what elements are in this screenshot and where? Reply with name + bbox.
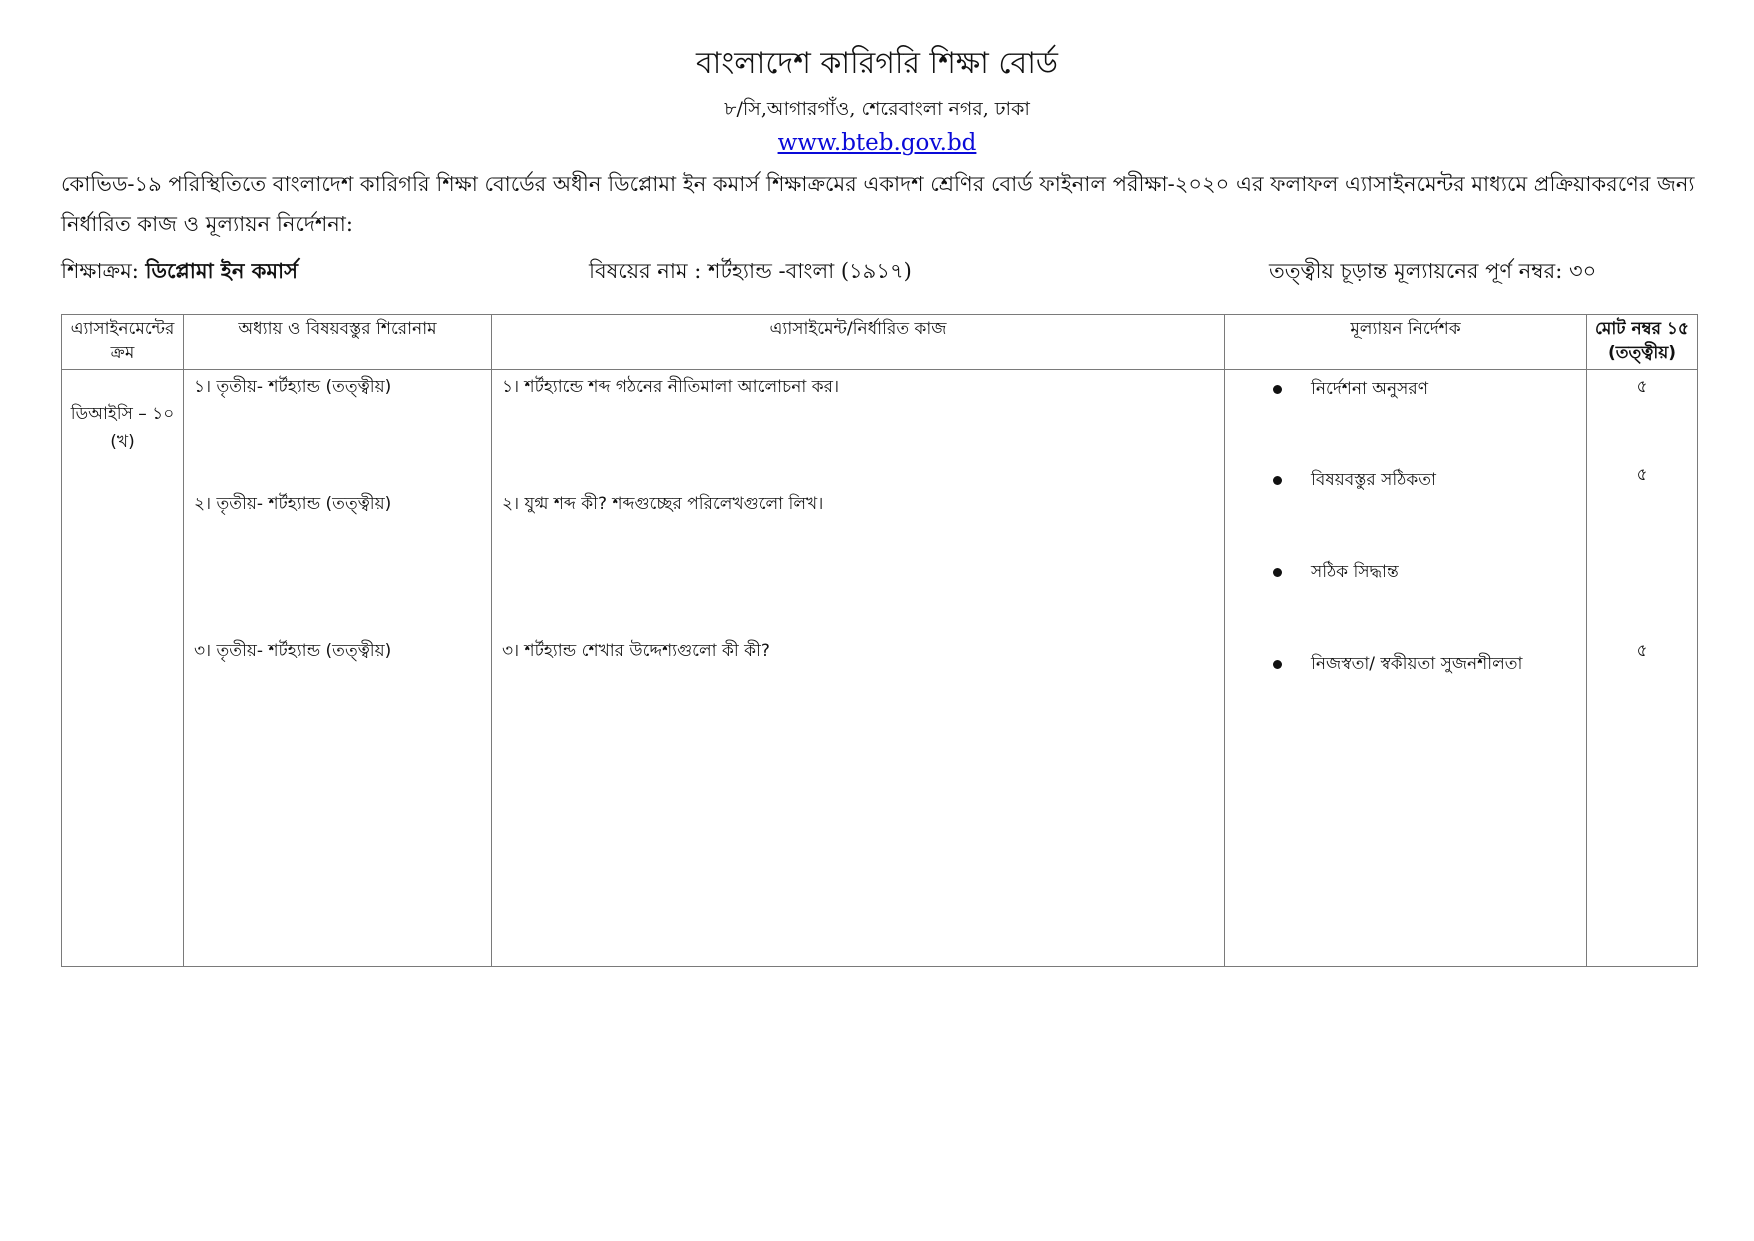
- bullet-icon: [1273, 568, 1282, 577]
- mark-value: ৫: [1636, 641, 1648, 661]
- curriculum-label: শিক্ষাক্রম:: [61, 259, 139, 283]
- curriculum-info: [61, 254, 298, 288]
- criteria-item: সঠিক সিদ্ধান্ত: [1311, 562, 1399, 582]
- marks-cell: [1587, 370, 1698, 967]
- assignment-table: [61, 314, 1698, 967]
- table-header-row: [62, 315, 1698, 370]
- mark-value: ৫: [1636, 465, 1648, 485]
- mark-value: ৫: [1636, 377, 1648, 397]
- criteria-item: বিষয়বস্তুর সঠিকতা: [1311, 470, 1436, 490]
- full-marks: তত্ত্বীয় চূড়ান্ত মূল্যায়নের পূর্ণ নম্বর: ৩০: [1269, 259, 1597, 283]
- chapter-item: ১। তৃতীয়- শর্টহ্যান্ড (তত্ত্বীয়): [194, 377, 392, 397]
- header-task: এ্যাসাইমেন্ট/নির্ধারিত কাজ: [492, 315, 1225, 370]
- intro-paragraph: কোভিড-১৯ পরিস্থিতিতে বাংলাদেশ কারিগরি শিক্ষা বোর্ডের অধীন ডিপ্লোমা ইন কমার্স শিক্ষাক্রমের একাদশ শ্রেণির বোর্ড ফাইনাল পরীক্ষা-২০২০ এর ফলাফল এ্যাসাইনমেন্টর মাধ্যমে প্রক্রিয়াকরণের জন্য নির্ধারিত কাজ ও মূল্যায়ন নির্দেশনা:: [61, 172, 1695, 236]
- board-address: ৮/সি,আগারগাঁও, শেরেবাংলা নগর, ঢাকা: [724, 98, 1030, 120]
- bullet-icon: [1273, 385, 1282, 394]
- curriculum-value: ডিপ্লোমা ইন কমার্স: [145, 258, 299, 283]
- criteria-item: নিজস্বতা/ স্বকীয়তা সুজনশীলতা: [1311, 654, 1523, 674]
- chapter-item: ৩। তৃতীয়- শর্টহ্যান্ড (তত্ত্বীয়): [194, 641, 392, 661]
- website-link[interactable]: www.bteb.gov.bd: [777, 130, 977, 156]
- task-item: ৩। শর্টহ্যান্ড শেখার উদ্দেশ্যগুলো কী কী?: [502, 641, 770, 661]
- meta-row: [61, 254, 1701, 288]
- chapter-cell: [184, 370, 492, 967]
- header-criteria: মূল্যায়ন নির্দেশক: [1225, 315, 1587, 370]
- chapter-item: ২। তৃতীয়- শর্টহ্যান্ড (তত্ত্বীয়): [194, 494, 392, 514]
- serial-cell: ডিআইসি – ১০ (খ): [62, 370, 184, 967]
- bullet-icon: [1273, 476, 1282, 485]
- task-item: ২। যুগ্ম শব্দ কী? শব্দগুচ্ছের পরিলেখগুলো লিখ।: [502, 494, 824, 514]
- header-chapter: অধ্যায় ও বিষয়বস্তুর শিরোনাম: [184, 315, 492, 370]
- header-total: মোট নম্বর ১৫ (তত্ত্বীয়): [1587, 315, 1698, 370]
- subject-name: বিষয়ের নাম : শর্টহ্যান্ড -বাংলা (১৯১৭): [589, 259, 912, 283]
- header-serial: এ্যাসাইনমেন্টের ক্রম: [62, 315, 184, 370]
- criteria-cell: [1225, 370, 1587, 967]
- criteria-item: নির্দেশনা অনুসরণ: [1311, 379, 1429, 399]
- task-item: ১। শর্টহ্যান্ডে শব্দ গঠনের নীতিমালা আলোচনা কর।: [502, 377, 840, 397]
- table-row: [62, 370, 1698, 967]
- task-cell: [492, 370, 1225, 967]
- board-title: বাংলাদেশ কারিগরি শিক্ষা বোর্ড: [695, 46, 1059, 81]
- bullet-icon: [1273, 660, 1282, 669]
- website-line: [0, 128, 1754, 158]
